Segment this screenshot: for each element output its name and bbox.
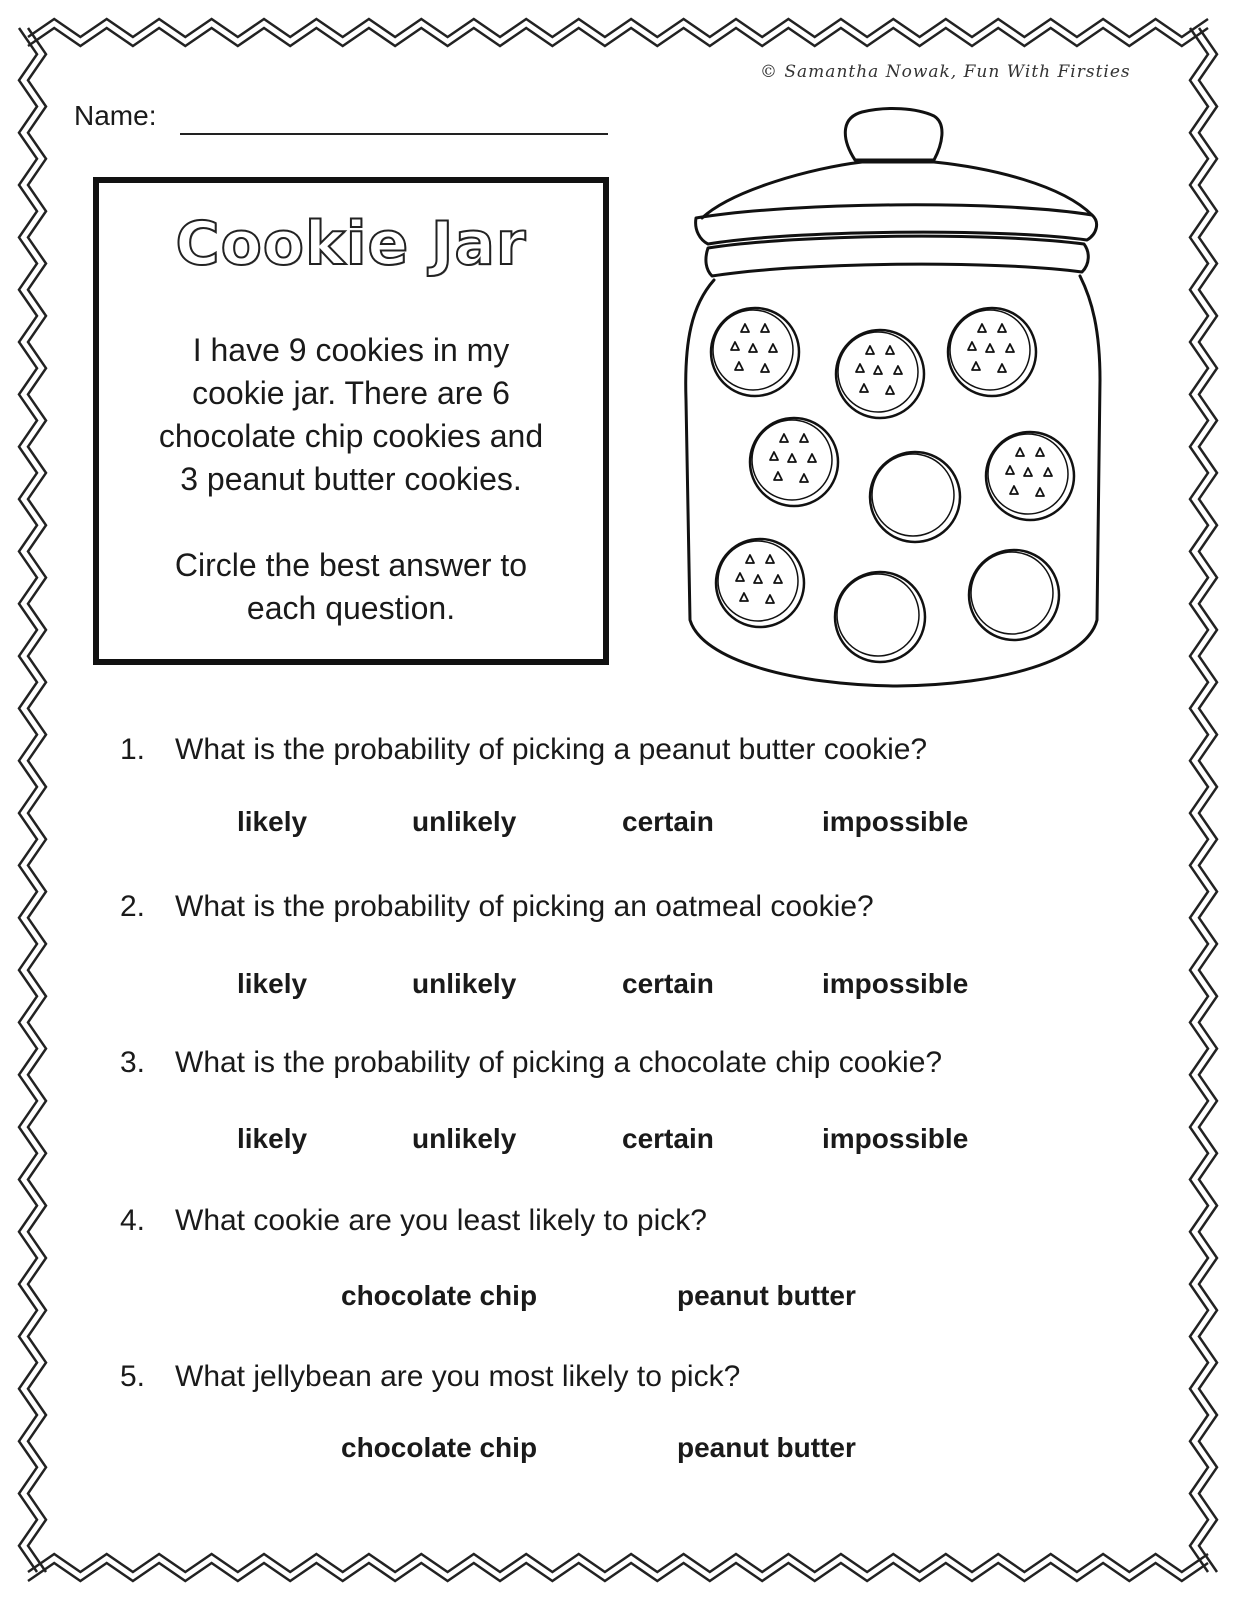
instruction-line: each question. (246, 590, 456, 626)
question-1 (120, 733, 927, 767)
answer-choice[interactable]: impossible (822, 968, 969, 999)
answer-choice[interactable]: certain (622, 806, 714, 837)
border-zigzag-line (28, 1563, 1208, 1581)
border-zigzag-line (1190, 28, 1208, 1572)
answer-choice[interactable]: certain (622, 1123, 714, 1154)
cookie-jar-illustration (672, 100, 1122, 700)
answer-choice[interactable]: chocolate chip (341, 1280, 538, 1311)
peanut-butter-cookie (969, 550, 1059, 640)
border-zigzag-line (28, 28, 1208, 46)
chocolate-chip-cookie (948, 308, 1036, 396)
chocolate-chip-cookie (716, 539, 804, 627)
border-zigzag-line (28, 28, 46, 1572)
answer-choice[interactable]: unlikely (412, 1123, 517, 1154)
copyright-notice: © Samantha Nowak, Fun With Firsties (760, 62, 1131, 82)
cookie-jar-info-box (93, 177, 609, 665)
question-text: What cookie are you least likely to pick? (175, 1204, 707, 1237)
answer-choice[interactable]: impossible (822, 1123, 969, 1154)
answer-choice[interactable]: likely (237, 1123, 308, 1154)
answer-choice[interactable]: likely (237, 968, 308, 999)
peanut-butter-cookie (870, 452, 960, 542)
question-number: 1. (120, 733, 146, 766)
story-line: 3 peanut butter cookies. (180, 461, 522, 497)
chocolate-chip-cookie (750, 418, 838, 506)
jar-cookies (711, 308, 1074, 662)
jar-lid-knob (845, 109, 942, 160)
question-5 (120, 1360, 740, 1394)
peanut-butter-cookie (835, 572, 925, 662)
story-line: I have 9 cookies in my (192, 332, 510, 368)
question-2 (120, 890, 874, 924)
answer-choice[interactable]: impossible (822, 806, 969, 837)
answer-choice[interactable]: peanut butter (677, 1432, 856, 1463)
jar-neck (706, 236, 1088, 276)
answer-choice[interactable]: likely (237, 806, 308, 837)
story-text (99, 329, 603, 630)
name-label: Name: (74, 100, 157, 131)
chocolate-chip-cookie (711, 308, 799, 396)
name-field-line[interactable] (180, 133, 608, 135)
question-text: What is the probability of picking an oatmeal cookie? (175, 890, 874, 923)
question-4 (120, 1204, 707, 1238)
border-zigzag-line (28, 19, 1208, 37)
instruction-line: Circle the best answer to (174, 547, 528, 583)
question-text: What jellybean are you most likely to pick? (175, 1360, 741, 1393)
border-zigzag-line (19, 28, 37, 1572)
question-3 (120, 1046, 942, 1080)
question-number: 4. (120, 1204, 146, 1237)
story-line: chocolate chip cookies and (158, 418, 544, 454)
story-line: cookie jar. There are 6 (192, 375, 510, 411)
answer-choice[interactable]: certain (622, 968, 714, 999)
answer-choice[interactable]: peanut butter (677, 1280, 856, 1311)
question-text: What is the probability of picking a chocolate chip cookie? (175, 1046, 943, 1079)
border-zigzag-line (28, 1554, 1208, 1572)
question-number: 5. (120, 1360, 146, 1393)
question-number: 3. (120, 1046, 146, 1079)
answer-choice[interactable]: unlikely (412, 806, 517, 837)
chocolate-chip-cookie (986, 432, 1074, 520)
answer-choice[interactable]: chocolate chip (341, 1432, 538, 1463)
question-text: What is the probability of picking a peanut butter cookie? (175, 733, 928, 766)
answer-choice[interactable]: unlikely (412, 968, 517, 999)
chocolate-chip-cookie (836, 330, 924, 418)
worksheet-title: Cookie Jar (175, 209, 527, 279)
question-number: 2. (120, 890, 146, 923)
border-zigzag-line (1199, 28, 1217, 1572)
